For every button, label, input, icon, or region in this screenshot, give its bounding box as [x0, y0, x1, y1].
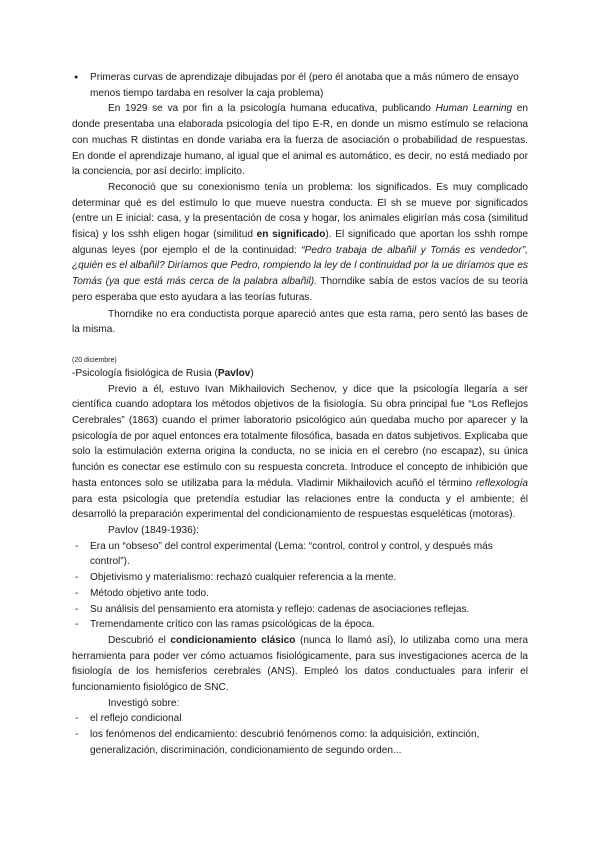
section-heading [72, 366, 528, 382]
spacer [72, 338, 528, 356]
paragraph-human-learning [72, 101, 528, 180]
italic-term: reflexología [475, 477, 528, 489]
bold-text: en significado [256, 229, 326, 241]
investigo-list [72, 711, 528, 758]
text-run: Previo a él, estuvo Ivan Mikhailovich Sechenov, y dice que la psicología llegaría a ser científica cuando adoptara los métodos objetivos de la fisiología. Su obra principal fue “Los Reflejos Cerebrales” (1863) cuando el primer laboratorio psicológico aún quedaba mucho por aparecer y la psicología de por aquel entonces era totalmente filosófica, basada en datos subjetivos. Explicaba que solo la estimulación externa origina la conducta, no se inicia en el cerebro (no escapaz), su única función es conectar ese estímulo con su respuesta concreta. Introduce el concepto de inhibición que hasta entonces solo se utilizaba para la médula. Vladimir Mikhailovich acuñó el término [72, 383, 528, 489]
document-page [72, 70, 528, 759]
paragraph-condicionamiento [72, 633, 528, 696]
text-run: En 1929 se va por fin a la psicología humana educativa, publicando [108, 103, 436, 115]
pavlov-list [72, 539, 528, 633]
paragraph-sechenov [72, 382, 528, 523]
pavlov-dates: Pavlov (1849-1936): [108, 524, 199, 536]
list-item: - Objetivismo y materialismo: rechazó cualquier referencia a la mente. [72, 570, 528, 586]
italic-example: “Pedro trabaja de albañil y Tomás es vendedor”, ¿quién es el albañil? Diríamos que Pedro, rompiendo la ley de l continuidad por la ue diríamos que es Tomás (ya que está más cerca de la palabra albañil). [72, 244, 528, 288]
text-run: -Psicología fisiológica de Rusia ( [72, 367, 218, 379]
text-run: (nunca lo llamó así), lo utilizaba como una mera herramienta para poder ver cómo actuamos fisiológicamente, para sus investigaciones acerca de la fisiología de los hemisferios cerebrales (ANS). Empleó los datos conductuales para inferir el funcionamiento fisiológico de SNC. [72, 634, 528, 694]
text-run: Reconoció que su conexionismo tenía un problema: los significados. Es muy complicado determinar qué es del estímulo lo que mueve nuestra conducta. El sh se mueve por significados (entre un E inicial: casa, y la presentación de cosa y hogar, los animales eligirían más cosa (similitud física) y los sshh eligen hogar (similitud [72, 181, 528, 241]
text-run: Thorndike sabía de estos vacíos de su teoría pero esperaba que esto ayudara a las teorías futuras. [72, 276, 528, 303]
list-item: - los fenómenos del endicamiento: descubrió fenómenos como: la adquisición, extinción, generalización, discriminación, condicionamiento de segundo orden... [72, 727, 528, 758]
bold-text: condicionamiento clásico [170, 634, 296, 646]
paragraph-significados [72, 180, 528, 306]
list-item: - Tremendamente crítico con las ramas psicológicas de la época. [72, 617, 528, 633]
investigo-label: Investigó sobre: [108, 697, 180, 709]
bold-text: Pavlov [217, 367, 251, 379]
bullet-list-top [72, 70, 528, 101]
book-title: Human Learning [435, 103, 513, 115]
text-run: para esta psicología que pretendía estudiar las relaciones entre la conducta y el ambiente; él desarrolló la preparación experimental del condicionamiento de respuestas esqueléticas (motoras). [72, 493, 528, 521]
text-run: Descubrió el [108, 634, 171, 646]
list-item: ● Primeras curvas de aprendizaje dibujadas por él (pero él anotaba que a más número de ensayo menos tiempo tardaba en resolver la caja problema) [72, 70, 528, 101]
paragraph-conductista: Thorndike no era conductista porque apareció antes que esta rama, pero sentó las bases de la misma. [72, 308, 528, 336]
list-item: - el reflejo condicional [72, 711, 528, 727]
text-run: ) [250, 367, 254, 379]
list-item: - Método objetivo ante todo. [72, 586, 528, 602]
text-run: en donde presentaba una elaborada psicología del tipo E-R, en donde un mismo estímulo se relaciona con muchas R distintas en donde variaba era la fuerza de asociación o probabilidad de respuestas. En donde el aprendizaje humano, al igual que el animal es automático, es decir, no está mediado por la conciencia, por así decirlo: implícito. [72, 103, 528, 178]
date-label: (20 diciembre) [72, 356, 117, 364]
list-item: - Su análisis del pensamiento era atomista y reflejo: cadenas de asociaciones reflejas. [72, 602, 528, 618]
text-run: ). El significado que aportan los sshh rompe algunas leyes (por ejemplo el de la continuidad: [72, 229, 528, 256]
list-item: - Era un “obseso” del control experimental (Lema: “control, control y control, y después más control”). [72, 539, 528, 570]
